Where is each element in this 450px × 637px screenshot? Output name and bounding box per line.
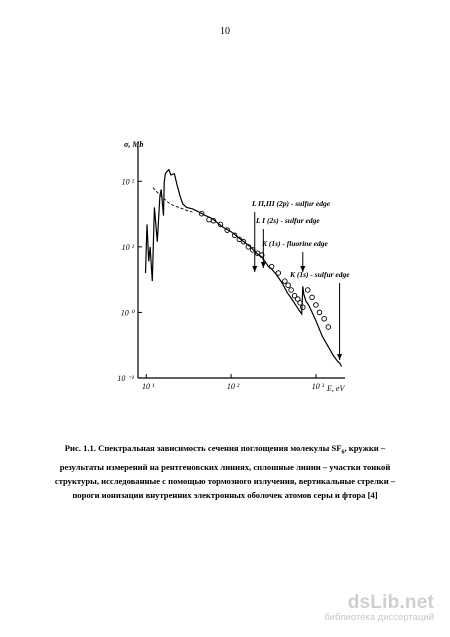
data-point-circle [300, 305, 305, 310]
data-point-circle [326, 325, 331, 330]
edge-arrow-head [261, 262, 266, 268]
edge-label: L I (2s) - sulfur edge [256, 216, 320, 225]
edge-arrow-head [337, 354, 342, 360]
data-point-circle [276, 271, 281, 276]
chart-ticks [117, 177, 324, 391]
data-point-circle [314, 303, 319, 308]
data-point-circle [286, 283, 291, 288]
data-point-circle [207, 217, 212, 222]
x-axis-label: E, eV [327, 384, 345, 393]
edge-label: K (1s) - fluorine edge [262, 239, 328, 248]
caption-line-3: структуры, исследованные с помощью тормозного излучения, вертикальные стрелки – [54, 475, 396, 486]
page-number: 10 [220, 26, 230, 37]
data-point-circle [283, 279, 288, 284]
y-tick-label: 10 ¹ [121, 242, 134, 252]
data-point-circle [269, 264, 274, 269]
y-tick-label: 10 ² [121, 177, 134, 187]
data-point-circle [310, 295, 315, 300]
dslib-watermark [324, 592, 434, 623]
y-axis-label: σ, Мb [124, 140, 144, 149]
chart-labels [121, 140, 350, 393]
data-point-circle [317, 310, 322, 315]
dslib-subtitle: библиотека диссертаций [324, 612, 434, 623]
x-tick-label: 10 ² [226, 382, 240, 391]
caption-line-2: результаты измерений на рентгеновских линиях, сплошные линии – участки тонкой [59, 461, 391, 472]
y-tick-label: 10 ⁰ [120, 308, 134, 318]
chart-axes [138, 146, 345, 378]
data-point-circle [305, 288, 310, 293]
dslib-logo: dsLib.net [347, 592, 434, 613]
edge-arrows [252, 212, 342, 360]
edge-label: L II,III (2p) - sulfur edge [252, 199, 331, 208]
caption-line-4: пороги ионизации внутренних электронных оболочек атомов серы и фтора [4] [72, 489, 378, 500]
figure-caption [24, 441, 426, 502]
edge-label: K (1s) - sulfur edge [290, 270, 350, 279]
x-tick-label: 10 ¹ [142, 382, 155, 391]
x-tick-label: 10 ³ [311, 382, 325, 391]
edge-arrow-head [252, 266, 257, 272]
y-tick-label: 10 ⁻¹ [117, 374, 134, 383]
data-point-circle [289, 288, 294, 293]
data-point-circle [322, 316, 327, 321]
caption-line-1: Рис. 1.1. Спектральная зависимость сечения поглощения молекулы $SF_6$, кружки – [64, 443, 386, 456]
